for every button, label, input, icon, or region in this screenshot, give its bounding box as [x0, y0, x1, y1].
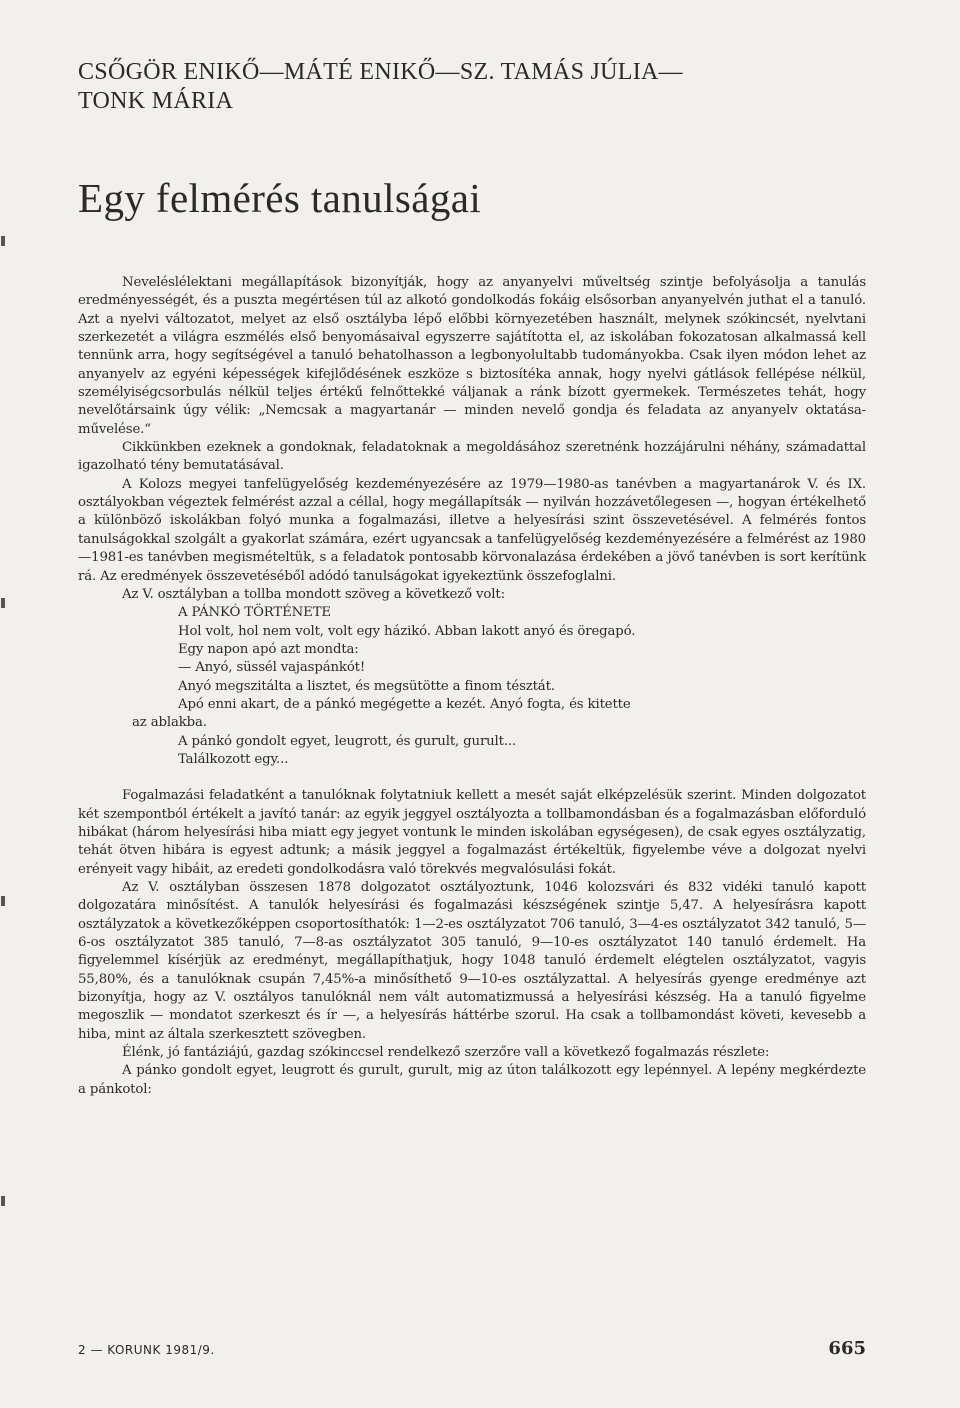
paragraph-7: Élénk, jó fantáziájú, gazdag szókinccsel rendelkező szerzőre vall a következő fogalmazás részlete:	[122, 1045, 770, 1061]
authors-line-1: CSŐGÖR ENIKŐ—MÁTÉ ENIKŐ—SZ. TAMÁS JÚLIA—	[78, 59, 683, 85]
paragraph-2: Cikkünkben ezeknek a gondoknak, feladatoknak a megoldásához szeretnénk hozzájárulni néhány, számadattal igazolható tény bemutatásával.	[78, 440, 866, 474]
paragraph-4: Az V. osztályban a tollba mondott szöveg a következő volt:	[122, 586, 505, 602]
paragraph-1: Neveléslélektani megállapítások bizonyítják, hogy az anyanyelvi műveltség szintje befolyásolja a tanulás eredményességét, és a puszta megértésen túl az alkotó gondolkodás fokáig elsősorban anyanyelvén juthat el a tanuló. Azt a nyelvi változatot, melyet az első osztályba lépő előbbi környezetében használt, melynek szókincsét, nyelvtani szerkezetét a világra eszmélés első benyomásaival egyszerre sajátította el, az iskolában fokozatosan alkalmassá kell tennünk arra, hogy segítségével a tanuló behatolhasson a legbonyolultabb tudományokba. Csak ilyen módon lehet az anyanyelv az egyéni képességek kifejlődésének eszköze s biztosítéka annak, hogy nyelvi gátlások fellépése nélkül, személyiségcsorbulás nélkül teljes értékű felnőttekké váljanak a ránk bízott gyermekek. Természetes tehát, hogy nevelőtársaink úgy vélik: „Nemcsak a magyartanár — minden nevelő gondja és feladata az anyanyelv oktatása-művelése.“	[78, 275, 866, 437]
dictation-text	[78, 604, 866, 769]
margin-mark	[1, 236, 5, 246]
story-line-3: — Anyó, süssél vajaspánkót!	[178, 660, 366, 676]
margin-mark	[1, 1196, 5, 1206]
paragraph-8: A pánko gondolt egyet, leugrott és gurult, gurult, mig az úton találkozott egy lepénnyel. A lepény megkérdezte a pánkotol:	[78, 1063, 866, 1097]
story-line-1: Hol volt, hol nem volt, volt egy házikó. Abban lakott anyó és öregapó.	[178, 623, 636, 639]
section-gap	[78, 769, 866, 787]
story-title: A PÁNKÓ TÖRTÉNETE	[178, 605, 331, 621]
journal-reference: 2 — KORUNK 1981/9.	[78, 1343, 215, 1357]
article-title: Egy felmérés tanulságai	[78, 175, 482, 221]
article-body	[78, 274, 866, 1099]
page-number: 665	[828, 1338, 866, 1359]
story-line-4: Anyó megszitálta a lisztet, és megsütötte a finom tésztát.	[178, 678, 555, 694]
margin-mark	[1, 896, 5, 906]
paragraph-3: A Kolozs megyei tanfelügyelőség kezdeményezésére az 1979—1980-as tanévben a magyartanárok V. és IX. osztályokban végeztek felmérést azzal a céllal, hogy megállapítsák — nyilván hozzávetőlegesen —, hogyan értékelhető a különböző iskolákban folyó munka a fogalmazási, illetve a helyesírási szint összevetésével. A felmérés fontos tanulságokkal szolgált a gyakorlat számára, ezért ugyancsak a tanfelügyelőség kezdeményezésére a felmérést az 1980—1981-es tanévben megismételtük, s a feladatok pontosabb körvonalazása érdekében a jövő tanévben is sort kerítünk rá. Az eredmények összevetéséből adódó tanulságokat igyekeztünk összefoglalni.	[78, 476, 866, 584]
story-line-5: Apó enni akart, de a pánkó megégette a kezét. Anyó fogta, és kitette	[178, 696, 631, 712]
page-footer	[78, 1338, 866, 1359]
story-line-6: A pánkó gondolt egyet, leugrott, és gurult, gurult...	[178, 733, 517, 749]
authors-line-2: TONK MÁRIA	[78, 88, 234, 114]
paragraph-5: Fogalmazási feladatként a tanulóknak folytatniuk kellett a mesét saját elképzelésük szerint. Minden dolgozatot két szempontból értékelt a javító tanár: az egyik jeggyel osztályozta a tollbamondásban és a fogalmazásban előforduló hibákat (három helyesírási hiba miatt egy jegyet vontunk le minden iskolában egységesen), de csak egyes osztályzatig, tehát ötven hibára is egyest adtunk; a másik jeggyel a fogalmazást értékeltük, figyelembe véve a dolgozat nyelvi erényeit vagy hibáit, az eredeti gondolkodásra való törekvés megvalósulási fokát.	[78, 788, 866, 877]
story-line-2: Egy napon apó azt mondta:	[178, 641, 359, 657]
article-page	[78, 58, 866, 1099]
paragraph-6: Az V. osztályban összesen 1878 dolgozatot osztályoztunk, 1046 kolozsvári és 832 vidéki tanuló kapott dolgozatára minősítést. A tanulók helyesírási és fogalmazási készségének szintje 5,47. A helyesírásra kapott osztályzatok a következőképpen csoportosíthatók: 1—2-es osztályzatot 706 tanuló, 3—4-es osztályzatot 342 tanuló, 5—6-os osztályzatot 385 tanuló, 7—8-as osztályzatot 305 tanuló, 9—10-es osztályzatot 140 tanuló érdemelt. Ha figyelemmel kísérjük az eredményt, megállapíthatjuk, hogy 1048 tanuló érdemelt elégtelen osztályzatot, vagyis 55,80%, és a tanulóknak csupán 7,45%-a minősíthető 9—10-es osztályzattal. A helyesírás gyenge eredménye azt bizonyítja, hogy az V. osztályos tanulóknál nem vált automatizmussá a helyesírási készség. Ha a tanuló figyelme megoszlik — mondatot szerkeszt és ír —, a helyesírás háttérbe szorul. Ha csak a tollbamondást követi, kevesebb a hiba, mint az általa szerkesztett szövegben.	[78, 880, 866, 1042]
story-line-5-continued: az ablakba.	[132, 715, 207, 731]
article-authors	[78, 58, 866, 116]
story-line-7: Találkozott egy...	[178, 751, 289, 767]
margin-mark	[1, 598, 5, 608]
